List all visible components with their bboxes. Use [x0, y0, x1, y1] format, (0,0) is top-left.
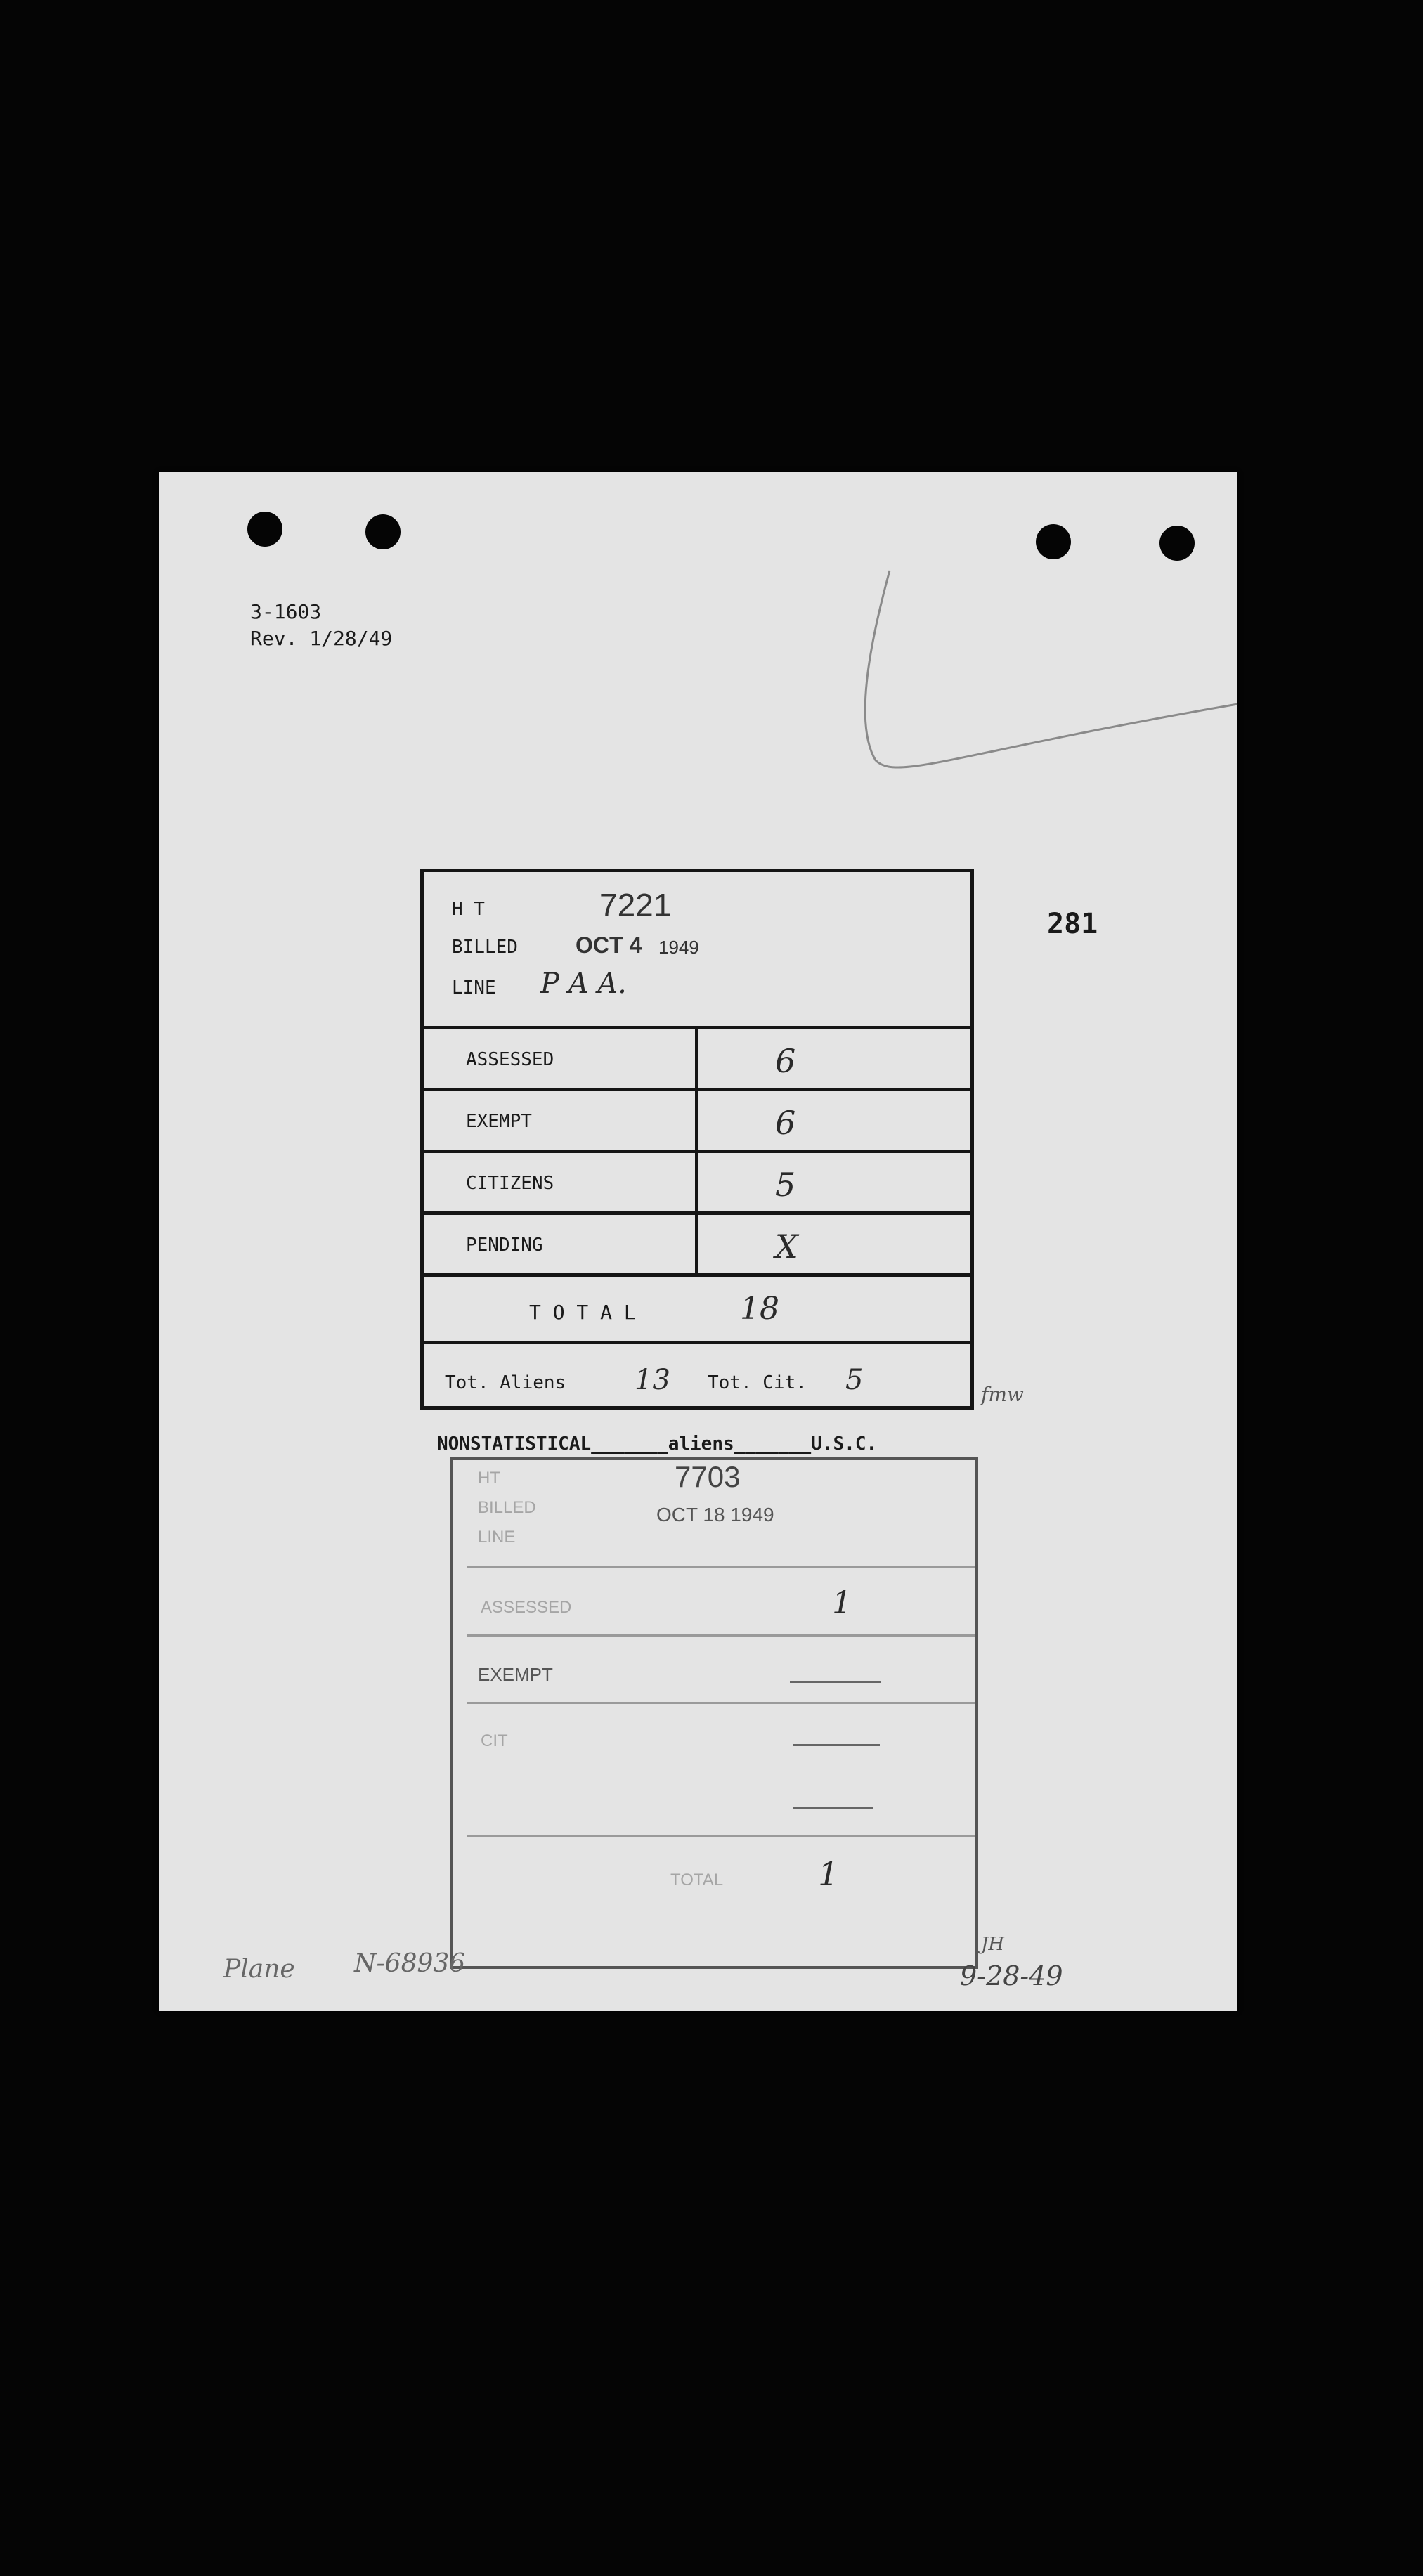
ht-number: 7221	[599, 887, 672, 923]
faded-line-label: LINE	[478, 1528, 516, 1547]
totals-footer	[424, 1344, 970, 1406]
faded-ht-label: HT	[478, 1469, 500, 1488]
column-divider	[695, 1029, 698, 1275]
total-label: T O T A L	[529, 1301, 636, 1324]
footer-initials: JH	[981, 1934, 1005, 1955]
document-page	[159, 472, 1237, 2011]
punch-hole	[247, 512, 282, 547]
row-total	[424, 1277, 970, 1344]
form-number-block	[250, 599, 392, 652]
faded-billed-label: BILLED	[478, 1498, 536, 1517]
billed-label: BILLED	[452, 937, 518, 958]
manifest-card	[420, 869, 974, 1410]
card-header	[424, 872, 970, 1029]
row-value: 6	[775, 1042, 796, 1080]
blank-dash	[793, 1807, 873, 1809]
pencil-check-mark	[847, 564, 1241, 788]
row-label: CITIZENS	[466, 1173, 554, 1194]
tot-aliens-label: Tot. Aliens	[445, 1372, 566, 1393]
row-value: X	[775, 1228, 798, 1266]
line-value: P A A.	[540, 968, 627, 1000]
billed-stamp: OCT 4	[576, 932, 642, 958]
card-initials: fmw	[981, 1383, 1024, 1406]
ht-label: H T	[452, 899, 485, 920]
blank-dash	[793, 1744, 880, 1746]
line-label: LINE	[452, 977, 496, 998]
faded-cit-label: CIT	[481, 1731, 508, 1750]
divider	[467, 1634, 975, 1637]
faded-ht-number: 7703	[675, 1460, 741, 1493]
form-revision: Rev. 1/28/49	[250, 627, 393, 650]
plane-number: N-68936	[354, 1949, 466, 1978]
divider	[467, 1566, 975, 1568]
faded-assessed-value: 1	[832, 1585, 852, 1621]
blank-dash	[790, 1681, 881, 1683]
divider	[467, 1835, 975, 1837]
punch-hole	[1159, 526, 1195, 561]
row-label: EXEMPT	[466, 1111, 532, 1132]
row-label: ASSESSED	[466, 1049, 554, 1070]
plane-label: Plane	[223, 1955, 295, 1984]
footer-date: 9-28-49	[960, 1960, 1063, 1991]
faded-exempt-label: EXEMPT	[478, 1664, 553, 1685]
row-value: 5	[775, 1166, 796, 1204]
row-label: PENDING	[466, 1235, 543, 1256]
faded-total-label: TOTAL	[670, 1871, 724, 1889]
nonstatistical-line: NONSTATISTICAL_______aliens_______U.S.C.	[437, 1433, 878, 1455]
punch-hole	[365, 514, 401, 549]
tot-aliens-value: 13	[635, 1364, 670, 1396]
page-number: 281	[1047, 908, 1098, 940]
divider	[467, 1702, 975, 1704]
total-value: 18	[740, 1291, 779, 1327]
faded-assessed-label: ASSESSED	[481, 1598, 572, 1617]
punch-hole	[1036, 524, 1071, 559]
faded-total-value: 1	[818, 1855, 839, 1893]
row-value: 6	[775, 1104, 796, 1142]
faded-billed-stamp: OCT 18 1949	[656, 1504, 774, 1526]
faded-card	[450, 1457, 978, 1969]
billed-year: 1949	[658, 937, 699, 958]
form-number: 3-1603	[250, 600, 322, 623]
tot-cit-label: Tot. Cit.	[708, 1372, 807, 1393]
tot-cit-value: 5	[845, 1364, 864, 1396]
